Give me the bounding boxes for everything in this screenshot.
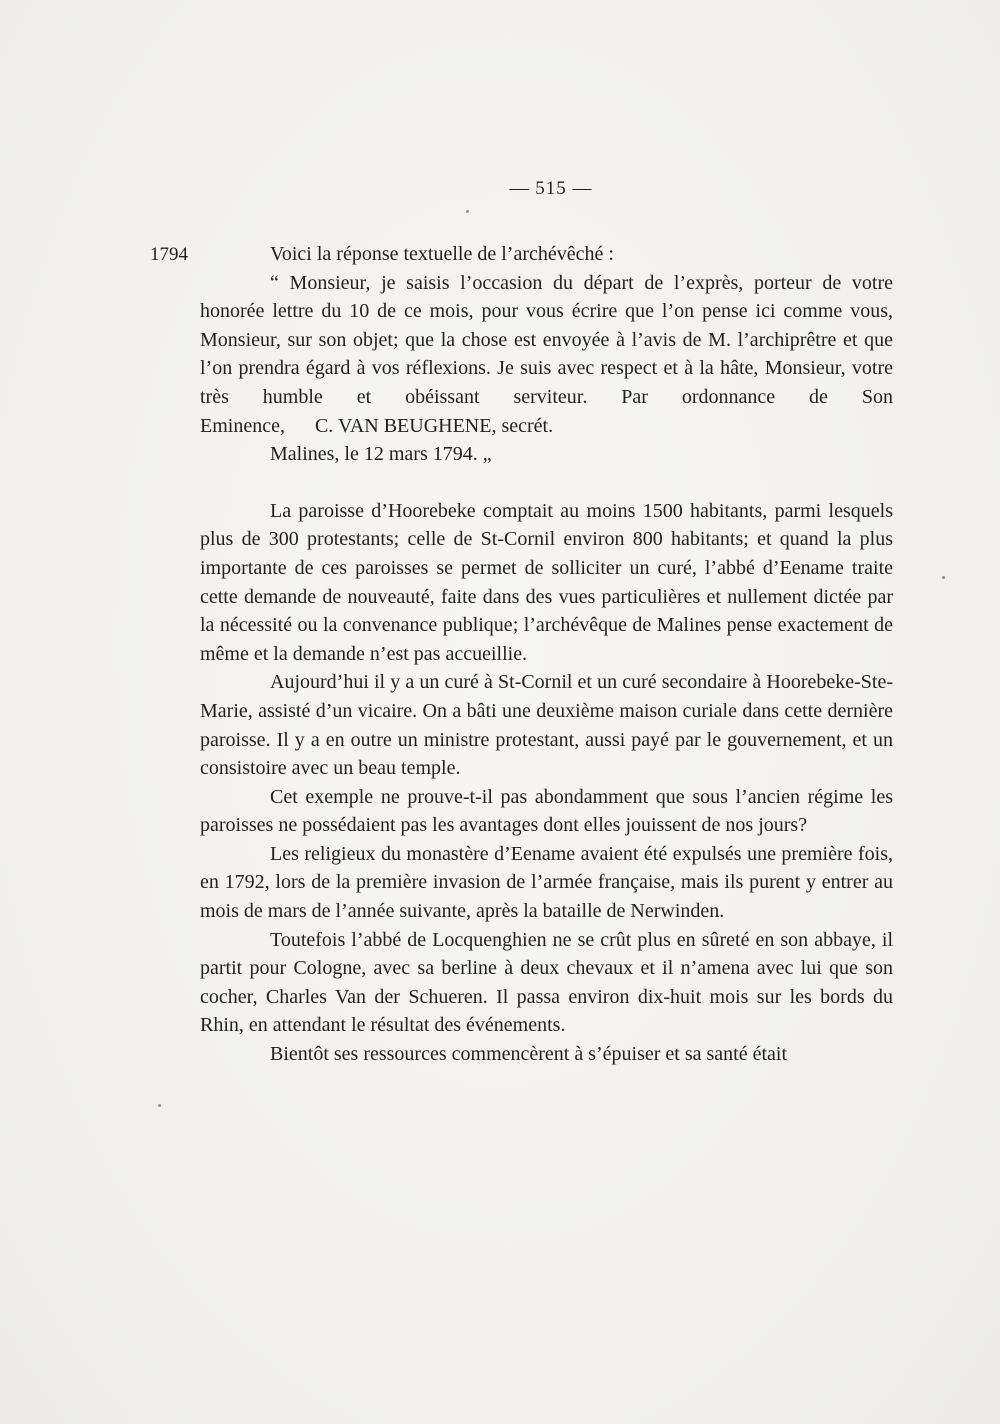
paragraph-letter [200, 269, 893, 441]
paragraph-bientot: Bientôt ses ressources commencèrent à s’épuiser et sa santé était [270, 1043, 788, 1066]
paragraph-dateline: Malines, le 12 mars 1794. „ [270, 443, 492, 466]
body-text [200, 240, 893, 1069]
page-number: — 515 — [509, 178, 593, 199]
paragraph-hoorebeke: La paroisse d’Hoorebeke comptait au moins 1500 habitants, parmi lesquels plus de 300 protestants; celle de St-Cornil environ 800 habitants; et quand la plus importante de ces paroisses se permet de solliciter un curé, l’abbé d’Eename traite cette demande de nouveauté, faite dans des vues particulières et nullement dictée par la nécessité ou la convenance publique; l’archévêque de Malines pense exactement de même et la demande n’est pas accueillie. [200, 499, 893, 665]
paragraph-intro: Voici la réponse textuelle de l’archévêché : [270, 243, 614, 265]
paragraph-religieux: Les religieux du monastère d’Eename avaient été expulsés une première fois, en 1792, lors de la première invasion de l’armée française, mais ils purent y entrer au mois de mars de l’année suivante, après la bataille de Nerwinden. [200, 842, 893, 923]
margin-year: 1794 [150, 244, 188, 265]
paragraph-toutefois: Toutefois l’abbé de Locquenghien ne se crût plus en sûreté en son abbaye, il partit pour Cologne, avec sa berline à deux chevaux et il n’amena avec lui que son cocher, Charles Van der Schueren. Il passa environ dix-huit mois sur les bords du Rhin, en attendant le résultat des événements. [200, 928, 893, 1037]
letter-text: “ Monsieur, je saisis l’occasion du départ de l’exprès, porteur de votre honorée lettre du 10 de ce mois, pour vous écrire que l’on pense ici comme vous, Monsieur, sur son objet; que la chose est envoyée à l’avis de M. l’archiprêtre et que l’on prendra égard à vos réflexions. Je suis avec respect et à la hâte, Monsieur, votre très humble et obéissant serviteur. Par ordonnance de Son Eminence, [200, 271, 893, 437]
paper-speck [942, 576, 945, 579]
paper-speck [158, 1104, 161, 1107]
paragraph-aujourdhui: Aujourd’hui il y a un curé à St-Cornil et un curé secondaire à Hoorebeke-Ste-Marie, assisté d’un vicaire. On a bâti une deuxième maison curiale dans cette dernière paroisse. Il y a en outre un ministre protestant, aussi payé par le gouvernement, et un consistoire avec un beau temple. [200, 671, 893, 780]
paragraph-exemple: Cet exemple ne prouve-t-il pas abondamment que sous l’ancien régime les paroisses ne possédaient pas les avantages dont elles jouissent de nos jours? [200, 785, 893, 837]
letter-signature: C. VAN BEUGHENE, secrét. [314, 414, 554, 437]
paper-speck [466, 210, 469, 213]
